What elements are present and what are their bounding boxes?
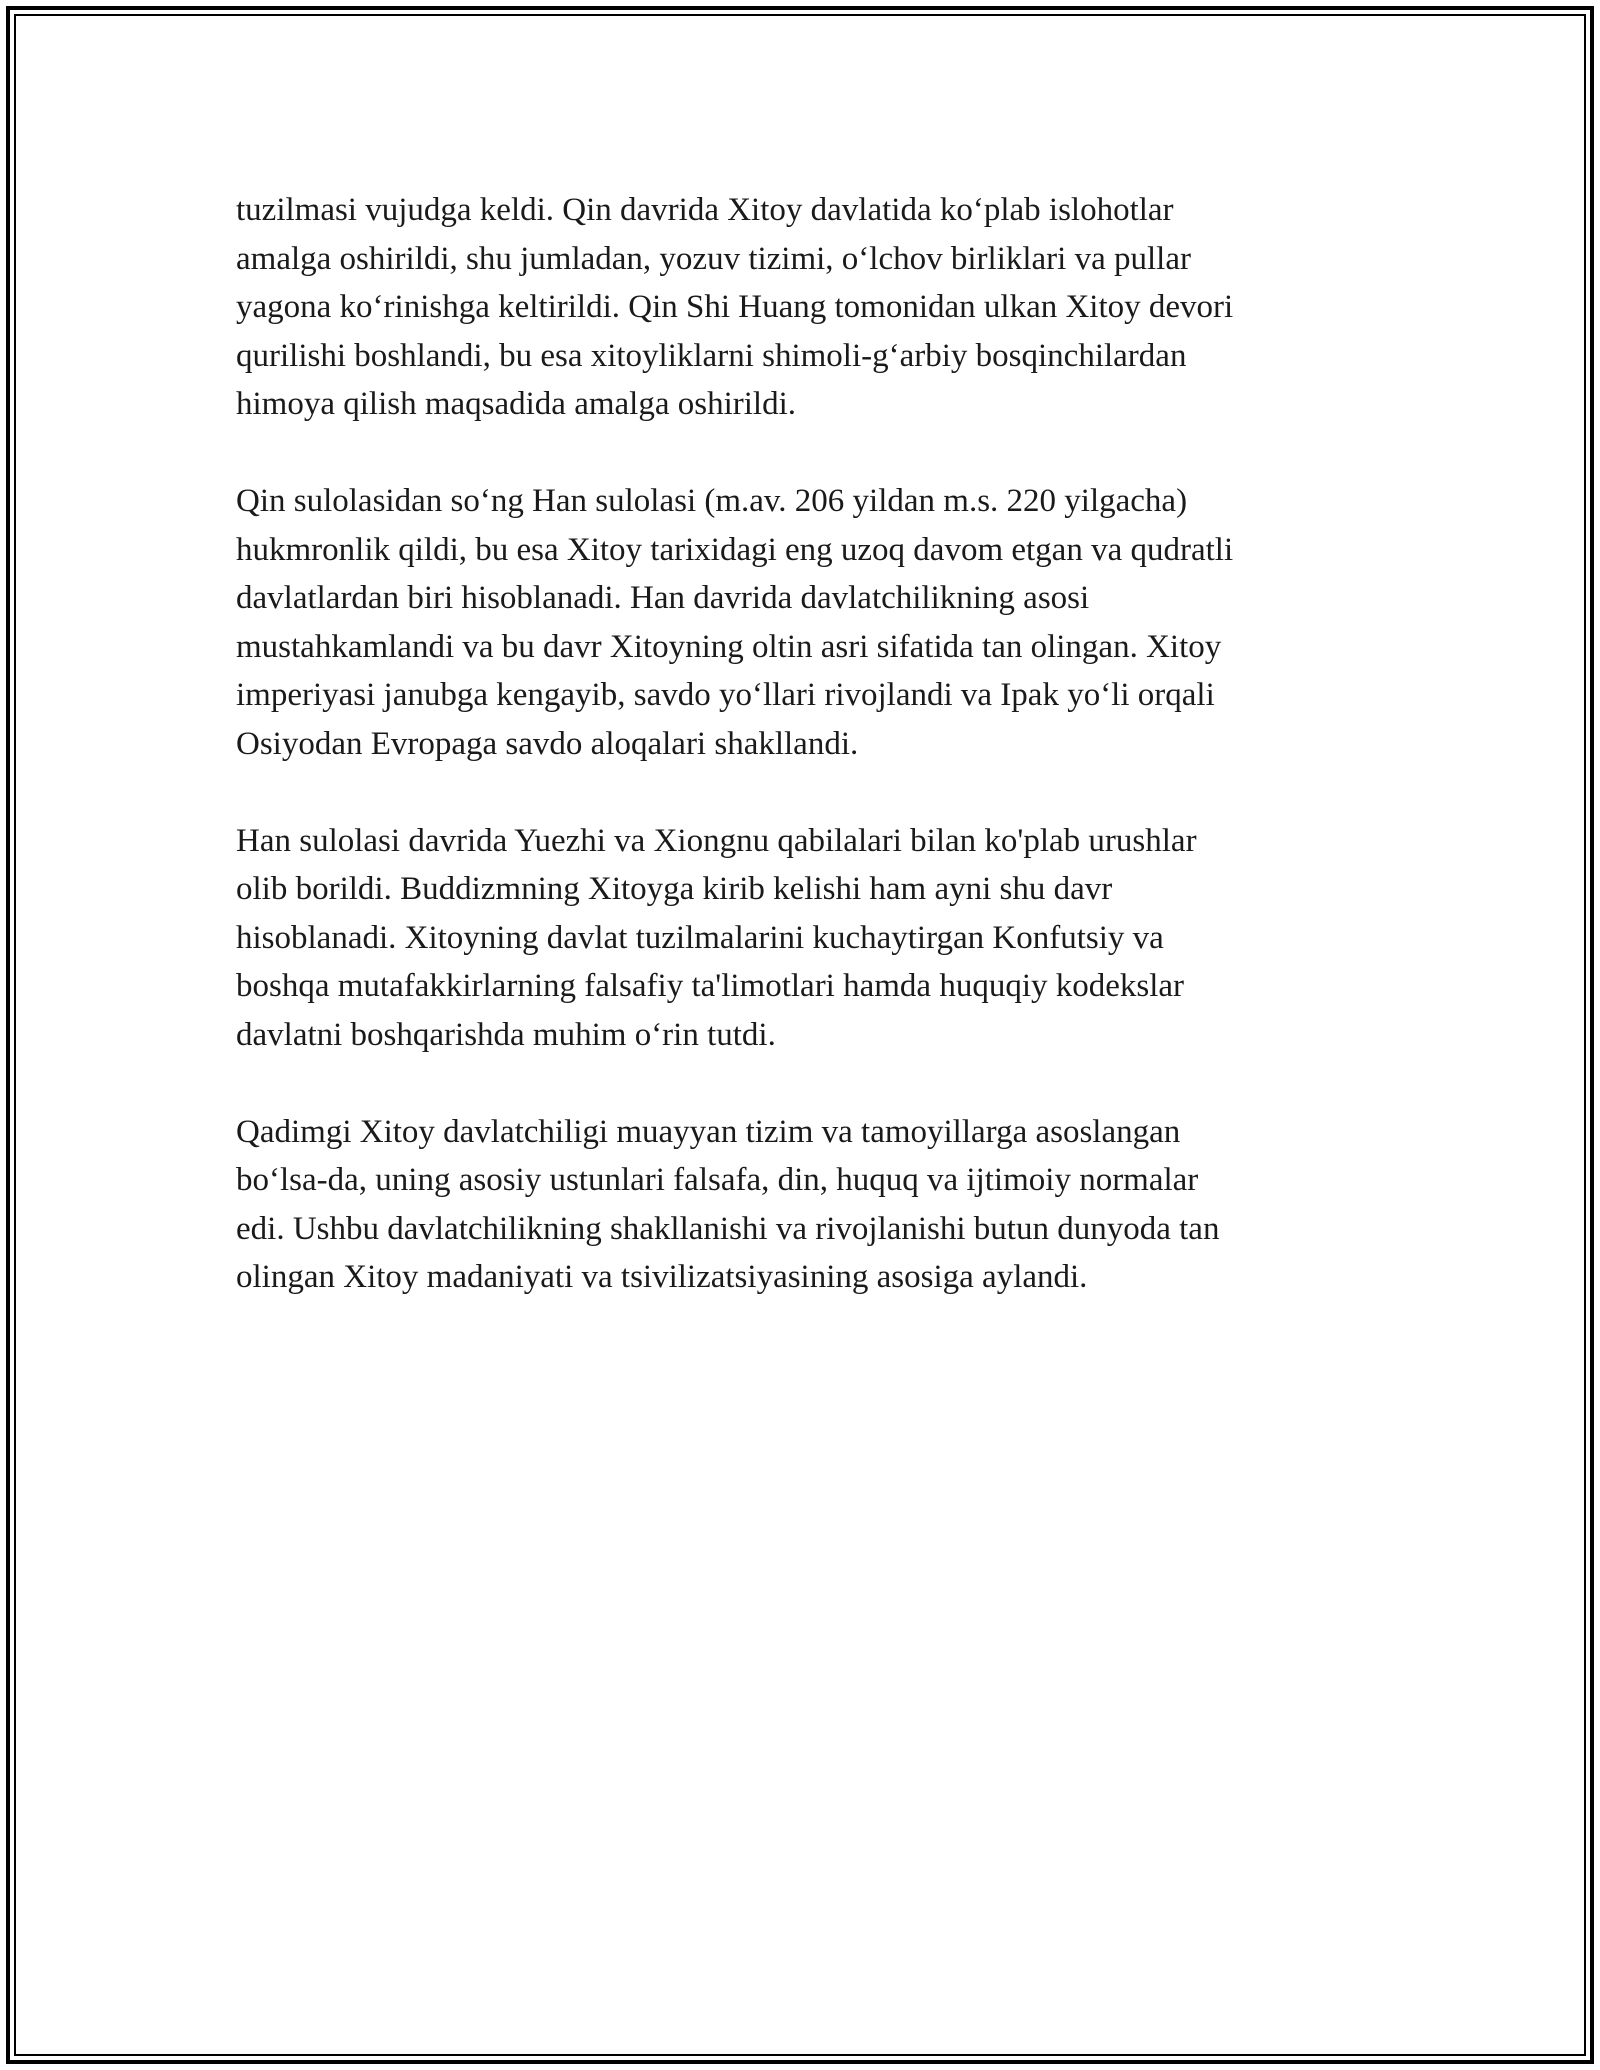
- paragraph-han-dynasty: Qin sulolasidan so‘ng Han sulolasi (m.av. 206 yildan m.s. 220 yilgacha) hukmronlik qildi, bu esa Xitoy tarixidagi eng uzoq davom etgan va qudratli davlatlardan biri hisoblanadi. Han davrida davlatchilikning asosi mustahkamlandi va bu davr Xitoyning oltin asri sifatida tan olingan. Xitoy imperiyasi janubga kengayib, savdo yo‘llari rivojlandi va Ipak yo‘li orqali Osiyodan Evropaga savdo aloqalari shakllandi.: [236, 483, 1234, 762]
- paragraph-han-wars-philosophy: Han sulolasi davrida Yuezhi va Xiongnu qabilalari bilan ko'plab urushlar olib borildi. Buddizmning Xitoyga kirib kelishi ham ayni shu davr hisoblanadi. Xitoyning davlat tuzilmalarini kuchaytirgan Konfutsiy va boshqa mutafakkirlarning falsafiy ta'limotlari hamda huquqiy kodekslar davlatni boshqarishda muhim o‘rin tutdi.: [236, 822, 1197, 1053]
- paragraph-conclusion: Qadimgi Xitoy davlatchiligi muayyan tizim va tamoyillarga asoslangan bo‘lsa-da, uning asosiy ustunlari falsafa, din, huquq va ijtimoiy normalar edi. Ushbu davlatchilikning shakllanishi va rivojlanishi butun dunyoda tan olingan Xitoy madaniyati va tsivilizatsiyasining asosiga aylandi.: [236, 1113, 1220, 1295]
- paragraph-qin-reforms: tuzilmasi vujudga keldi. Qin davrida Xitoy davlatida ko‘plab islohotlar amalga oshirildi, shu jumladan, yozuv tizimi, o‘lchov birliklari va pullar yagona ko‘rinishga keltirildi. Qin Shi Huang tomonidan ulkan Xitoy devori qurilishi boshlandi, bu esa xitoyliklarni shimoli-g‘arbiy bosqinchilardan himoya qilish maqsadida amalga oshirildi.: [236, 192, 1234, 422]
- document-body: [236, 186, 1366, 1350]
